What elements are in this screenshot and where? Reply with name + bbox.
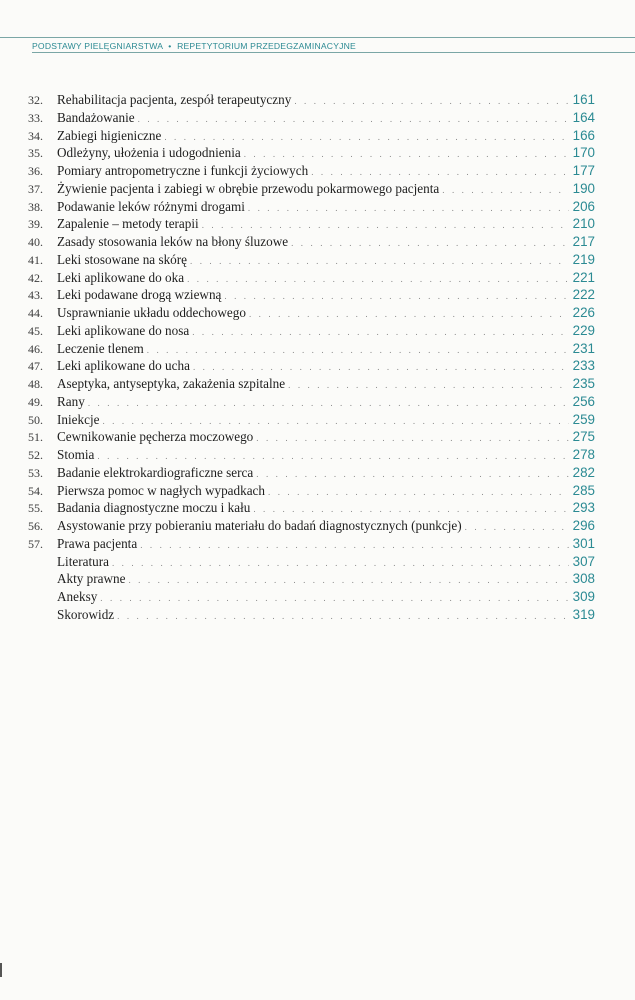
toc-entry-title: Leki aplikowane do ucha bbox=[57, 358, 190, 374]
toc-dot-leader bbox=[102, 416, 568, 426]
toc-entry[interactable] bbox=[28, 518, 595, 536]
toc-entry-page-number: 278 bbox=[572, 447, 595, 462]
toc-entry-page-number: 226 bbox=[572, 305, 595, 320]
toc-dot-leader bbox=[112, 558, 569, 568]
toc-entry-title: Leki aplikowane do nosa bbox=[57, 322, 190, 338]
toc-entry-number: 36. bbox=[28, 164, 43, 178]
toc-entry[interactable] bbox=[28, 252, 595, 270]
toc-dot-leader bbox=[294, 96, 568, 106]
toc-entry-number: 51. bbox=[28, 430, 43, 445]
toc-entry-number: 33. bbox=[28, 110, 43, 125]
toc-entry-page-number: 210 bbox=[572, 216, 595, 232]
toc-entry-page-number: 166 bbox=[572, 127, 595, 143]
toc-dot-leader bbox=[256, 433, 568, 443]
toc-entry-page-number: 301 bbox=[572, 535, 595, 551]
toc-entry[interactable] bbox=[28, 447, 595, 465]
toc-entry[interactable] bbox=[28, 483, 595, 501]
toc-dot-leader bbox=[465, 522, 569, 532]
toc-entry[interactable] bbox=[28, 181, 595, 199]
toc-entry-title: Aneksy bbox=[57, 589, 98, 604]
running-header-book-title: PODSTAWY PIELĘGNIARSTWA bbox=[32, 41, 163, 51]
toc-dot-leader bbox=[88, 398, 569, 408]
toc-entry-page-number: 222 bbox=[572, 287, 595, 303]
toc-dot-leader bbox=[442, 185, 568, 195]
toc-entry-title: Zabiegi higieniczne bbox=[57, 127, 162, 143]
toc-entry[interactable] bbox=[28, 358, 595, 376]
toc-entry-page-number: 221 bbox=[572, 269, 595, 285]
toc-entry-page-number: 285 bbox=[572, 482, 595, 498]
toc-dot-leader bbox=[164, 132, 568, 142]
toc-entry-title: Odleżyny, ułożenia i udogodnienia bbox=[57, 145, 241, 161]
toc-entry-page-number: 190 bbox=[572, 180, 595, 196]
toc-entry-number: 49. bbox=[28, 394, 43, 409]
toc-entry[interactable] bbox=[28, 394, 595, 412]
toc-entry-number: 47. bbox=[28, 359, 43, 374]
toc-entry-page-number: 308 bbox=[572, 571, 595, 587]
toc-entry-title: Aseptyka, antyseptyka, zakażenia szpitalne bbox=[57, 376, 286, 391]
toc-entry-title: Pierwsza pomoc w nagłych wypadkach bbox=[57, 482, 266, 498]
toc-entry-page-number: 164 bbox=[572, 109, 595, 125]
toc-entry-number: 34. bbox=[28, 128, 43, 143]
toc-entry-title: Pomiary antropometryczne i funkcji życiowych bbox=[57, 163, 309, 178]
toc-entry[interactable] bbox=[28, 589, 595, 607]
toc-entry-number: 54. bbox=[28, 483, 43, 498]
toc-entry-title: Cewnikowanie pęcherza moczowego bbox=[57, 429, 254, 445]
toc-entry-number: 42. bbox=[28, 270, 43, 285]
toc-entry[interactable] bbox=[28, 216, 595, 234]
toc-entry-title: Zasady stosowania leków na błony śluzowe bbox=[57, 234, 289, 249]
toc-entry[interactable] bbox=[28, 287, 595, 305]
toc-entry[interactable] bbox=[28, 500, 595, 518]
toc-entry-page-number: 256 bbox=[572, 393, 595, 409]
toc-dot-leader bbox=[147, 345, 569, 355]
toc-entry-title: Akty prawne bbox=[57, 571, 126, 587]
toc-dot-leader bbox=[117, 611, 569, 621]
toc-entry-title: Zapalenie – metody terapii bbox=[57, 216, 199, 232]
toc-entry-title: Leki aplikowane do oka bbox=[57, 269, 185, 285]
toc-dot-leader bbox=[224, 291, 568, 301]
toc-entry[interactable] bbox=[28, 163, 595, 181]
toc-entry-number: 46. bbox=[28, 341, 43, 356]
toc-entry-page-number: 235 bbox=[572, 376, 595, 391]
toc-entry-number: 57. bbox=[28, 536, 43, 551]
toc-entry-title: Literatura bbox=[57, 553, 109, 569]
running-header-subtitle: REPETYTORIUM PRZEDEGZAMINACYJNE bbox=[177, 41, 356, 51]
toc-entry[interactable] bbox=[28, 92, 595, 110]
toc-entry-number: 37. bbox=[28, 181, 43, 196]
toc-entry-page-number: 206 bbox=[572, 198, 595, 214]
toc-entry-number: 45. bbox=[28, 323, 43, 338]
toc-entry-number: 35. bbox=[28, 146, 43, 161]
toc-entry-page-number: 319 bbox=[572, 606, 595, 622]
toc-entry-page-number: 275 bbox=[572, 429, 595, 445]
toc-entry-title: Skorowidz bbox=[57, 606, 115, 622]
toc-entry-title: Rany bbox=[57, 393, 85, 409]
toc-entry[interactable] bbox=[28, 323, 595, 341]
toc-entry-number: 48. bbox=[28, 377, 43, 391]
toc-dot-leader bbox=[248, 203, 569, 213]
toc-entry[interactable] bbox=[28, 554, 595, 572]
toc-entry-number: 56. bbox=[28, 519, 43, 533]
toc-entry-number: 44. bbox=[28, 306, 43, 320]
toc-entry[interactable] bbox=[28, 145, 595, 163]
toc-entry-title: Leczenie tlenem bbox=[57, 340, 144, 356]
toc-dot-leader bbox=[244, 149, 569, 159]
toc-dot-leader bbox=[256, 469, 568, 479]
toc-dot-leader bbox=[192, 327, 568, 337]
running-header bbox=[32, 41, 356, 51]
toc-entry-title: Stomia bbox=[57, 447, 95, 462]
toc-entry-number: 39. bbox=[28, 217, 43, 232]
toc-entry-title: Badania diagnostyczne moczu i kału bbox=[57, 500, 251, 516]
toc-entry-title: Prawa pacjenta bbox=[57, 535, 138, 551]
toc-entry[interactable] bbox=[28, 536, 595, 554]
toc-entry[interactable] bbox=[28, 465, 595, 483]
toc-entry[interactable] bbox=[28, 234, 595, 252]
toc-entry[interactable] bbox=[28, 199, 595, 217]
toc-entry-title: Leki stosowane na skórę bbox=[57, 251, 188, 267]
toc-dot-leader bbox=[190, 256, 569, 266]
toc-entry-page-number: 296 bbox=[572, 518, 595, 533]
toc-entry-number: 50. bbox=[28, 412, 43, 427]
toc-entry-page-number: 282 bbox=[572, 464, 595, 480]
toc-dot-leader bbox=[187, 274, 569, 284]
toc-entry-title: Rehabilitacja pacjenta, zespół terapeutyczny bbox=[57, 92, 292, 107]
toc-dot-leader bbox=[311, 167, 568, 177]
toc-entry[interactable] bbox=[28, 429, 595, 447]
toc-entry-title: Usprawnianie układu oddechowego bbox=[57, 305, 246, 320]
toc-dot-leader bbox=[100, 593, 568, 603]
toc-entry-title: Asystowanie przy pobieraniu materiału do badań diagnostycznych (punkcje) bbox=[57, 518, 462, 533]
toc-entry-number: 40. bbox=[28, 235, 43, 249]
toc-entry[interactable] bbox=[28, 270, 595, 288]
toc-dot-leader bbox=[268, 487, 569, 497]
toc-dot-leader bbox=[202, 220, 569, 230]
toc-entry[interactable] bbox=[28, 571, 595, 589]
toc-entry-page-number: 219 bbox=[572, 251, 595, 267]
toc-entry[interactable] bbox=[28, 110, 595, 128]
header-top-rule bbox=[0, 37, 635, 38]
toc-entry-number: 52. bbox=[28, 448, 43, 462]
table-of-contents bbox=[28, 92, 595, 625]
toc-entry[interactable] bbox=[28, 376, 595, 394]
toc-entry[interactable] bbox=[28, 305, 595, 323]
toc-dot-leader bbox=[291, 238, 569, 248]
toc-entry-number: 41. bbox=[28, 252, 43, 267]
toc-entry-page-number: 233 bbox=[572, 358, 595, 374]
toc-entry-page-number: 293 bbox=[572, 500, 595, 516]
page-edge-mark bbox=[0, 963, 2, 977]
toc-entry-number: 43. bbox=[28, 288, 43, 303]
toc-dot-leader bbox=[253, 504, 568, 514]
header-bottom-rule bbox=[32, 52, 635, 53]
toc-entry-page-number: 170 bbox=[572, 145, 595, 161]
toc-entry-number: 38. bbox=[28, 199, 43, 214]
toc-entry[interactable] bbox=[28, 412, 595, 430]
toc-dot-leader bbox=[128, 575, 568, 585]
toc-entry-number: 32. bbox=[28, 93, 43, 107]
toc-dot-leader bbox=[138, 114, 569, 124]
toc-entry-title: Iniekcje bbox=[57, 411, 100, 427]
toc-entry-page-number: 229 bbox=[572, 322, 595, 338]
toc-dot-leader bbox=[193, 362, 569, 372]
toc-entry-number: 53. bbox=[28, 465, 43, 480]
toc-dot-leader bbox=[97, 451, 568, 461]
toc-entry-title: Bandażowanie bbox=[57, 109, 135, 125]
toc-entry-page-number: 217 bbox=[572, 234, 595, 249]
toc-dot-leader bbox=[249, 309, 569, 319]
toc-entry[interactable] bbox=[28, 607, 595, 625]
toc-entry-page-number: 309 bbox=[572, 589, 595, 604]
toc-entry[interactable] bbox=[28, 341, 595, 359]
toc-entry-title: Leki podawane drogą wziewną bbox=[57, 287, 222, 303]
toc-entry-page-number: 231 bbox=[572, 340, 595, 356]
toc-dot-leader bbox=[288, 380, 569, 390]
running-header-separator: • bbox=[168, 41, 172, 51]
toc-entry-page-number: 177 bbox=[572, 163, 595, 178]
toc-entry-title: Żywienie pacjenta i zabiegi w obrębie przewodu pokarmowego pacjenta bbox=[57, 180, 440, 196]
toc-entry-title: Badanie elektrokardiograficzne serca bbox=[57, 464, 254, 480]
toc-entry[interactable] bbox=[28, 128, 595, 146]
toc-entry-page-number: 259 bbox=[572, 411, 595, 427]
toc-entry-title: Podawanie leków różnymi drogami bbox=[57, 198, 245, 214]
toc-entry-page-number: 307 bbox=[572, 553, 595, 569]
toc-dot-leader bbox=[140, 540, 568, 550]
toc-entry-number: 55. bbox=[28, 501, 43, 516]
toc-entry-page-number: 161 bbox=[572, 92, 595, 107]
